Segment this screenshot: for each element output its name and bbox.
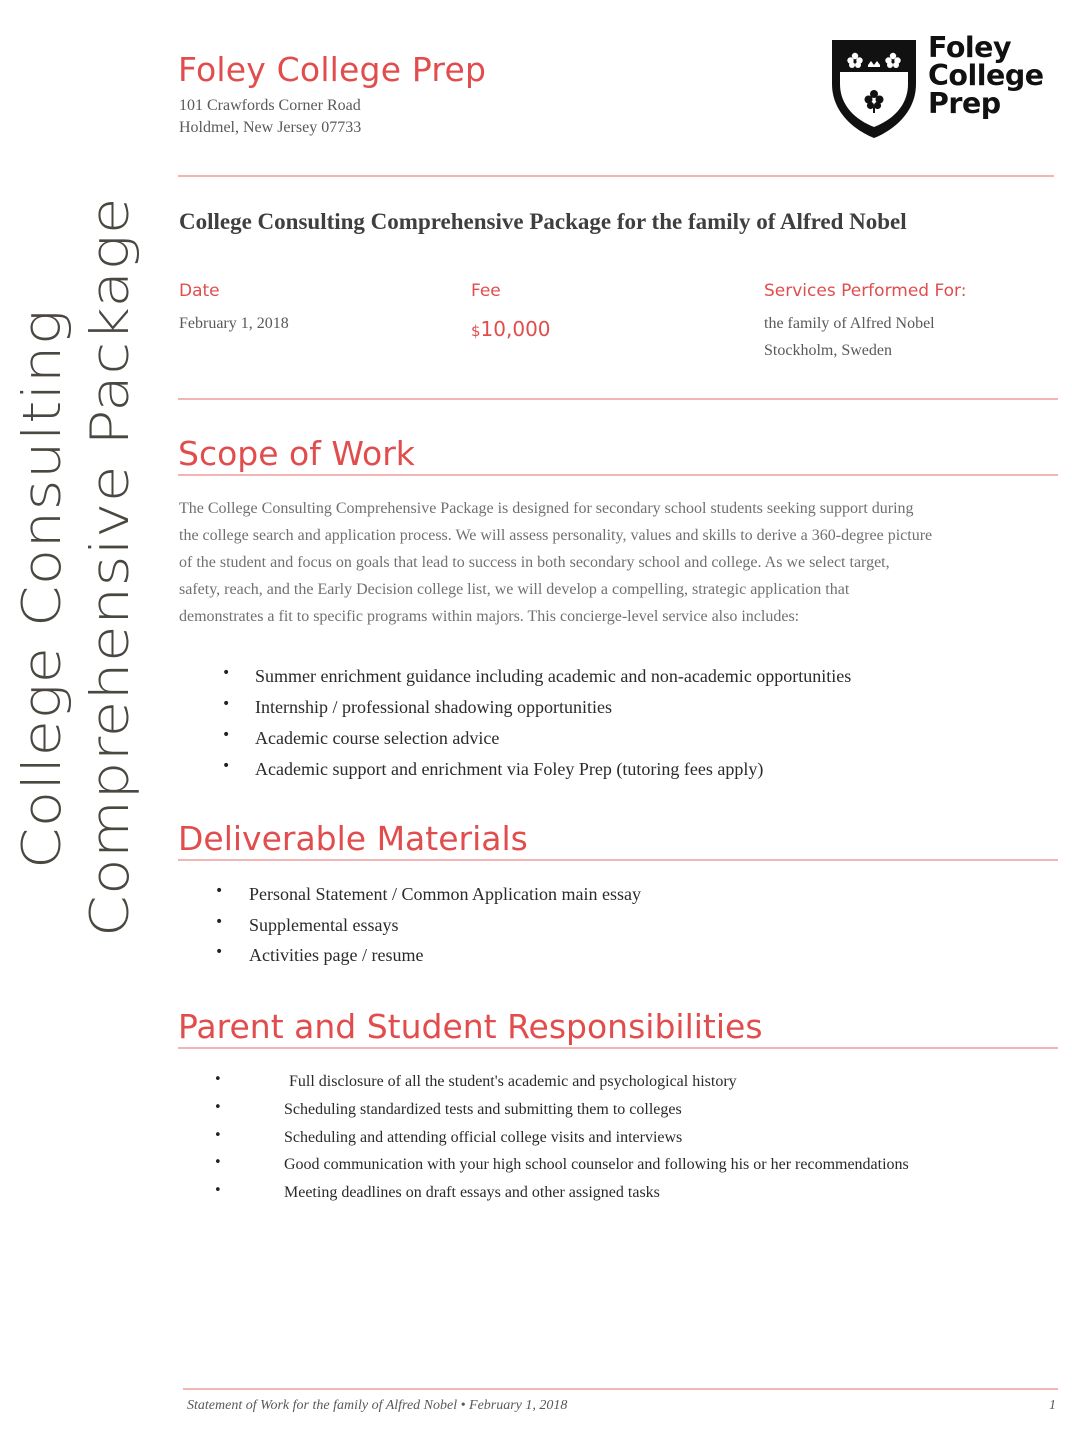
responsibilities-underline: [178, 1047, 1058, 1049]
list-item-text: Full disclosure of all the student's academic and psychological history: [289, 1073, 737, 1090]
address-line1: 101 Crawfords Corner Road: [179, 97, 361, 114]
list-item-text: Internship / professional shadowing opportunities: [255, 697, 612, 717]
fee-value: [471, 317, 551, 341]
logo-line-2: College: [928, 59, 1044, 92]
list-item-text: Scheduling standardized tests and submitting them to colleges: [284, 1100, 682, 1118]
side-title: [0, 190, 150, 950]
services-line1: the family of Alfred Nobel: [764, 315, 935, 332]
bullet-icon: •: [222, 727, 231, 743]
footer-text: Statement of Work for the family of Alfred Nobel • February 1, 2018: [187, 1398, 568, 1413]
logo-line-1: Foley: [928, 31, 1012, 64]
list-item-text: Supplemental essays: [249, 914, 399, 935]
package-title: College Consulting Comprehensive Package for the family of Alfred Nobel: [179, 209, 907, 234]
scope-paragraph-line: The College Consulting Comprehensive Package is designed for secondary school students seeking support during: [179, 500, 914, 517]
bullet-icon: •: [214, 1155, 222, 1171]
responsibilities-heading: Parent and Student Responsibilities: [178, 1007, 763, 1046]
deliverables-underline: [178, 859, 1058, 861]
info-divider: [178, 398, 1058, 400]
bullet-icon: •: [215, 913, 224, 930]
scope-paragraph-line: safety, reach, and the Early Decision college list, we will develop a compelling, strategic application that: [179, 581, 850, 598]
date-label: Date: [179, 281, 220, 301]
deliverables-heading: Deliverable Materials: [178, 819, 528, 858]
list-item-text: Meeting deadlines on draft essays and other assigned tasks: [284, 1184, 660, 1202]
address-line2: Holdmel, New Jersey 07733: [179, 119, 362, 136]
fee-currency: $: [471, 322, 481, 340]
bullet-icon: •: [222, 665, 231, 681]
bullet-icon: •: [214, 1072, 222, 1087]
list-item-text: Good communication with your high school counselor and following his or her recommendations: [284, 1156, 909, 1174]
list-item-text: Scheduling and attending official college visits and interviews: [284, 1128, 683, 1146]
list-item-text: Activities page / resume: [249, 945, 424, 965]
org-name: Foley College Prep: [178, 50, 487, 89]
logo-wordmark: [928, 31, 1044, 120]
page-number: 1: [1049, 1398, 1056, 1413]
bullet-icon: •: [222, 696, 231, 712]
side-title-line1: College Consulting: [12, 367, 73, 869]
side-title-line2: Comprehensive Package: [80, 277, 141, 937]
list-item-text: Personal Statement / Common Application main essay: [249, 884, 641, 904]
list-item-text: Academic course selection advice: [255, 728, 500, 748]
fee-amount: 10,000: [480, 317, 551, 341]
scope-paragraph: [179, 495, 1059, 630]
bullet-icon: •: [214, 1127, 222, 1143]
list-item-text: Summer enrichment guidance including academic and non-academic opportunities: [255, 666, 852, 686]
shield-icon: [830, 38, 918, 140]
list-item-text: Academic support and enrichment via Foley Prep (tutoring fees apply): [255, 759, 764, 779]
footer-divider: [183, 1388, 1058, 1390]
scope-paragraph-line: demonstrates a fit to specific programs within majors. This concierge-level service also includes:: [179, 608, 800, 625]
scope-paragraph-line: of the student and focus on goals that lead to success in both secondary school and college. As we select target,: [179, 554, 890, 571]
logo-line-3: Prep: [928, 87, 1001, 120]
services-line2: Stockholm, Sweden: [764, 342, 892, 359]
bullet-icon: •: [215, 883, 224, 899]
bullet-icon: •: [214, 1099, 222, 1115]
scope-heading: Scope of Work: [178, 434, 415, 473]
bullet-icon: •: [214, 1183, 222, 1199]
header-divider: [178, 175, 1054, 177]
services-label: Services Performed For:: [764, 281, 967, 301]
date-value: February 1, 2018: [179, 315, 289, 332]
scope-underline: [178, 474, 1058, 476]
logo: [830, 31, 1060, 142]
bullet-icon: •: [222, 758, 231, 774]
scope-paragraph-line: the college search and application process. We will assess personality, values and skills to derive a 360-degree picture: [179, 527, 933, 544]
fee-label: Fee: [471, 281, 501, 301]
bullet-icon: •: [215, 944, 224, 960]
